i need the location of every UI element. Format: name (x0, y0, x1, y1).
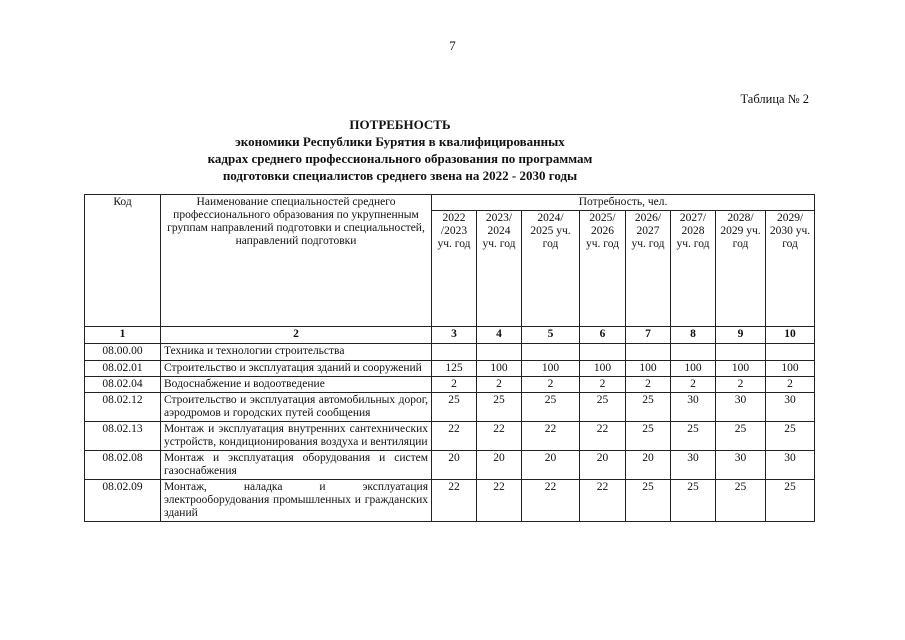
need-value: 30 (671, 393, 716, 422)
need-value: 20 (432, 451, 477, 480)
need-value: 22 (477, 422, 522, 451)
need-value: 25 (626, 480, 671, 522)
empty-cell (716, 344, 766, 361)
need-value: 25 (766, 422, 815, 451)
column-number: 4 (477, 327, 522, 344)
column-number: 2 (161, 327, 432, 344)
need-value: 22 (432, 422, 477, 451)
page-number: 7 (449, 38, 456, 53)
need-value: 30 (766, 393, 815, 422)
specialty-name: Монтаж, наладка и эксплуатация электрооборудования промышленных и гражданских зданий (161, 480, 432, 522)
specialty-code: 08.02.08 (85, 451, 161, 480)
empty-cell (580, 344, 626, 361)
specialty-code: 08.02.09 (85, 480, 161, 522)
need-value: 22 (522, 422, 580, 451)
group-name: Техника и технологии строительства (161, 344, 432, 361)
need-value: 25 (716, 422, 766, 451)
column-number-row (85, 327, 815, 344)
group-code: 08.00.00 (85, 344, 161, 361)
need-value: 2 (626, 377, 671, 393)
column-number: 7 (626, 327, 671, 344)
title-line-3: кадрах среднего профессионального образования по программам (207, 151, 593, 166)
header-year: 2025/ 2026 уч. год (580, 211, 626, 327)
need-value: 25 (626, 393, 671, 422)
need-value: 100 (716, 361, 766, 377)
column-number: 3 (432, 327, 477, 344)
specialty-code: 08.02.04 (85, 377, 161, 393)
table-row (85, 422, 815, 451)
document-title (180, 116, 620, 184)
table-row (85, 393, 815, 422)
need-value: 22 (580, 480, 626, 522)
need-value: 25 (716, 480, 766, 522)
specialty-name: Монтаж и эксплуатация оборудования и систем газоснабжения (161, 451, 432, 480)
need-value: 100 (477, 361, 522, 377)
specialty-name: Строительство и эксплуатация зданий и сооружений (161, 361, 432, 377)
need-value: 100 (626, 361, 671, 377)
need-value: 25 (626, 422, 671, 451)
need-value: 125 (432, 361, 477, 377)
table-row (85, 377, 815, 393)
need-value: 25 (766, 480, 815, 522)
need-value: 30 (671, 451, 716, 480)
title-line-2: экономики Республики Бурятия в квалифицированных (235, 134, 565, 149)
specialty-name: Монтаж и эксплуатация внутренних сантехнических устройств, кондиционирования воздуха и вентиляции (161, 422, 432, 451)
need-value: 25 (432, 393, 477, 422)
specialty-code: 08.02.01 (85, 361, 161, 377)
header-year: 2023/ 2024 уч. год (477, 211, 522, 327)
column-number: 5 (522, 327, 580, 344)
title-line-4: подготовки специалистов среднего звена на 2022 - 2030 годы (222, 168, 578, 183)
column-number: 6 (580, 327, 626, 344)
specialty-name: Водоснабжение и водоотведение (161, 377, 432, 393)
header-name: Наименование специальностей среднего профессионального образования по укрупненным группам направлений подготовки и специальностей, направлений подготовки (161, 195, 432, 327)
column-number: 9 (716, 327, 766, 344)
need-value: 2 (671, 377, 716, 393)
need-value: 100 (522, 361, 580, 377)
need-value: 30 (766, 451, 815, 480)
need-value: 22 (432, 480, 477, 522)
need-value: 30 (716, 451, 766, 480)
need-value: 20 (477, 451, 522, 480)
need-value: 20 (626, 451, 671, 480)
table-row (85, 451, 815, 480)
need-value: 22 (477, 480, 522, 522)
need-value: 2 (716, 377, 766, 393)
need-value: 100 (580, 361, 626, 377)
need-value: 25 (671, 422, 716, 451)
need-value: 25 (580, 393, 626, 422)
column-number: 8 (671, 327, 716, 344)
header-code: Код (85, 195, 161, 327)
specialty-name: Строительство и эксплуатация автомобильных дорог, аэродромов и городских путей сообщения (161, 393, 432, 422)
empty-cell (522, 344, 580, 361)
need-value: 2 (522, 377, 580, 393)
header-year: 2022 /2023 уч. год (432, 211, 477, 327)
specialty-code: 08.02.13 (85, 422, 161, 451)
need-value: 22 (580, 422, 626, 451)
need-value: 2 (766, 377, 815, 393)
header-row (85, 195, 815, 211)
empty-cell (432, 344, 477, 361)
need-value: 100 (766, 361, 815, 377)
specialty-code: 08.02.12 (85, 393, 161, 422)
need-value: 2 (580, 377, 626, 393)
need-value: 20 (522, 451, 580, 480)
need-value: 25 (522, 393, 580, 422)
empty-cell (626, 344, 671, 361)
need-value: 100 (671, 361, 716, 377)
table-row (85, 361, 815, 377)
need-value: 22 (522, 480, 580, 522)
column-number: 10 (766, 327, 815, 344)
need-value: 20 (580, 451, 626, 480)
need-value: 25 (671, 480, 716, 522)
header-year: 2024/ 2025 уч. год (522, 211, 580, 327)
table-caption: Таблица № 2 (740, 92, 809, 106)
header-need: Потребность, чел. (432, 195, 815, 211)
empty-cell (671, 344, 716, 361)
header-year: 2027/ 2028 уч. год (671, 211, 716, 327)
column-number: 1 (85, 327, 161, 344)
title-line-1: ПОТРЕБНОСТЬ (349, 117, 451, 132)
need-value: 30 (716, 393, 766, 422)
needs-table (84, 194, 815, 522)
empty-cell (766, 344, 815, 361)
header-year: 2026/ 2027 уч. год (626, 211, 671, 327)
need-value: 2 (432, 377, 477, 393)
header-year: 2028/ 2029 уч. год (716, 211, 766, 327)
group-row (85, 344, 815, 361)
header-year: 2029/ 2030 уч. год (766, 211, 815, 327)
empty-cell (477, 344, 522, 361)
table-row (85, 480, 815, 522)
need-value: 25 (477, 393, 522, 422)
need-value: 2 (477, 377, 522, 393)
